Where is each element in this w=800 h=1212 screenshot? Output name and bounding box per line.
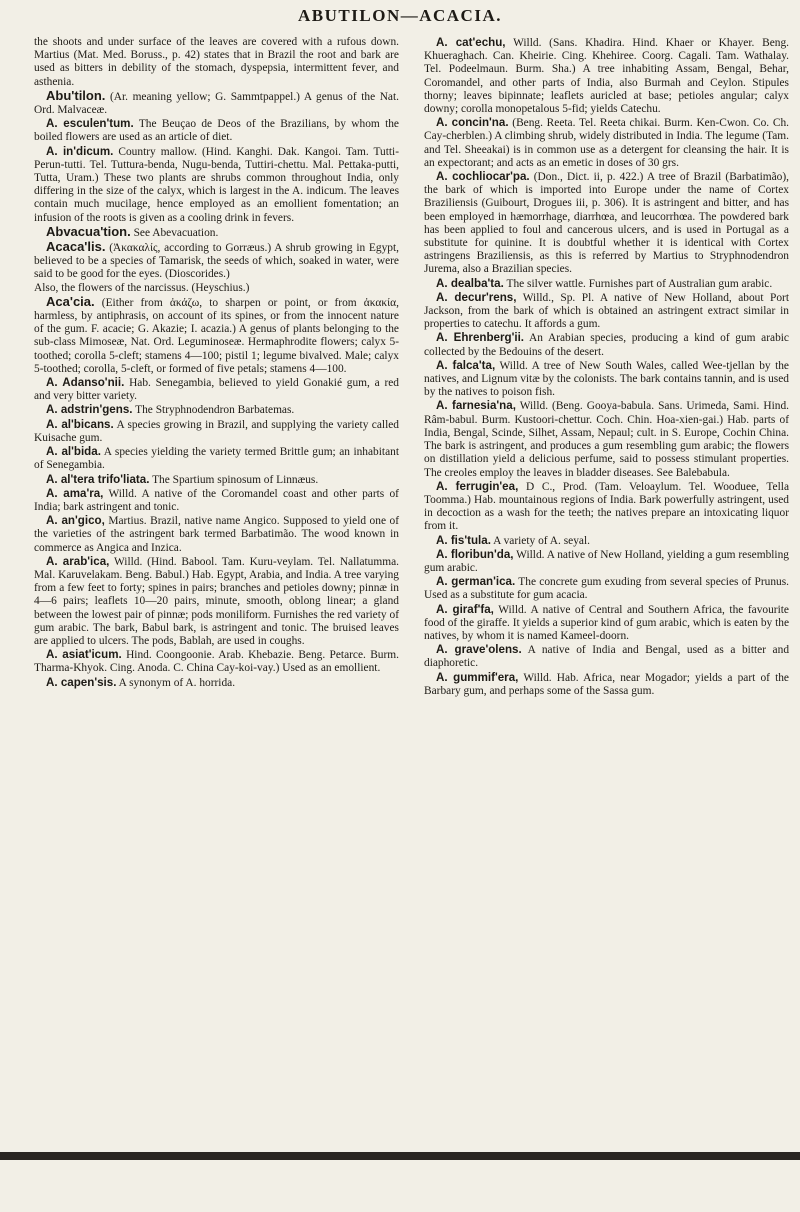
entry-text: Hind. Coongoonie. Arab. Khebazie. Beng. Petarce. Burm. Tharma-Khyok. Cing. Anoda. C. China Cay-koi-vay.) Used as an emollient. [34,649,400,675]
entry-headword: A. in'dicum. [46,144,114,158]
entry-headword: Aca'cia. [46,293,95,309]
entry-text: A variety of A. seyal. [490,534,590,547]
entry-headword: A. asiat'icum. [46,648,122,662]
entry-headword: A. arab'ica, [46,554,110,568]
dictionary-entry [424,671,789,698]
entry-headword: A. giraf'fa, [436,602,494,616]
entry-text: The concrete gum exuding from several species of Prunus. Used as a substitute for gum acacia. [424,576,789,602]
entry-text: Willd. Hab. Africa, near Mogador; yields a part of the Barbary gum, and perhaps some of the Sassa gum. [424,671,789,697]
entry-text: The Beuçao de Deos of the Brazilians, by whom the boiled flowers are used as an article of diet. [34,118,399,144]
entry-headword: A. Adanso'nii. [46,376,125,390]
entry-headword: A. ama'ra, [46,486,104,500]
entry-text: The silver wattle. Furnishes part of Australian gum arabic. [503,277,773,290]
entry-text: Willd., Sp. Pl. A native of New Holland, about Port Jackson, from the bark of which is obtained an astringent extract similar in properties to catechu. It affords a gum. [424,291,790,331]
entry-headword: A. farnesia'na, [436,399,516,413]
entry-text: Hab. Senegambia, believed to yield Gonakié gum, a red and very bitter variety. [34,377,399,403]
entry-headword: A. grave'olens. [436,643,522,657]
entry-headword: Abu'tilon. [46,87,106,103]
dictionary-entry [34,473,399,487]
dictionary-entry [34,376,399,403]
dictionary-entry [424,36,789,116]
dictionary-entry [424,575,789,602]
entry-text: Martius. Brazil, native name Angico. Supposed to yield one of the varieties of the astringent bark termed Barbatimão. The wood known in commerce as Angica and Inzica. [34,515,400,554]
dictionary-entry [34,514,399,555]
entry-text: A native of India and Bengal, used as a bitter and diaphoretic. [424,644,790,670]
entry-headword: A. dealba'ta. [436,276,504,290]
entry-headword: A. gummif'era, [436,670,519,684]
entry-text: Willd. A native of New Holland, yielding a gum resembling gum arabic. [424,548,789,574]
entry-text: Willd. (Beng. Gooya-babula. Sans. Urimeda, Sami. Hind. Râm-babul. Burm. Kustoori-chettur. Coch. Chin. Hoa-xien-gai.) Hab. parts of India, Bengal, Scinde, Silhet, Assam, Nepaul; cult. in S. Europe, Cochin China. The bark is astringent, and produces a gum resembling gum arabic; the flowers on distillation yield a delicious perfume, said to possess stimulant properties. The creoles employ the leaves in bladder diseases. See Balebabula. [424,400,789,479]
entry-text: The Stryphnodendron Barbatemas. [132,404,295,417]
entry-text: A synonym of A. horrida. [116,676,236,689]
dictionary-entry [34,555,399,648]
dictionary-entry [424,331,789,358]
dictionary-entry [34,445,399,472]
dictionary-entry [34,403,399,417]
dictionary-entry [34,487,399,514]
dictionary-entry [424,603,789,644]
entry-text: Country mallow. (Hind. Kanghi. Dak. Kangoi. Tam. Tutti-Perun-tutti. Tel. Tuttura-benda, Nugu-benda, Tuttiri-chettu. Mal. Pettaka-putti, Tutta, Uram.) These two plants are shrubs common throughout India, only differing in the size of the calyx, which is largest in the A. indicum. The leaves contain much mucilage, hence employed as an emollient fomentation; an infusion of the roots is given as a cooling drink in fevers. [34,145,399,224]
entry-text: Willd. A native of the Coromandel coast and other parts of India; bark astringent and tonic. [34,487,399,513]
entry-text: A species growing in Brazil, and supplying the variety called Kuisache gum. [34,418,399,444]
entry-headword: A. cochliocar'pa. [436,170,530,184]
entry-headword: A. al'tera trifo'liata. [46,472,150,486]
dictionary-entry [34,225,399,240]
entry-text: (Ἀκακαλίς, according to Gorræus.) A shrub growing in Egypt, believed to be a species of Tamarisk, the seeds of which, soaked in water, were said to be good for the eyes. (Dioscorides.) [34,242,399,281]
dictionary-entry [424,480,789,534]
entry-text: An Arabian species, producing a kind of gum arabic collected by the Bedouins of the desert. [424,332,789,358]
entry-text: (Ar. meaning yellow; G. Sammtpappel.) A genus of the Nat. Ord. Malvaceæ. [34,90,399,117]
entry-headword: A. esculen'tum. [46,117,134,131]
dictionary-entry [34,117,399,144]
dictionary-entry [424,534,789,548]
entry-text: Willd. (Hind. Babool. Tam. Kuru-veylam. Tel. Nallatumma. Mal. Karuvelakam. Beng. Babul.) Hab. Egypt, Arabia, and India. A tree varying from a few feet to forty; spines in pairs; branches and petioles downy; pinnæ in 4—6 pairs; leaflets 10—20 pairs, minute, smooth, oblong linear; a gland between the lowest pair of pinnæ; pods moniliform. Furnishes the red variety of gum arabic. The bark, Babul bark, is astringent and tonic. The bruised leaves are applied to ulcers. The pods, Bablah, are used in coughs. [34,555,399,647]
entry-headword: A. al'bicans. [46,417,114,431]
entry-text: (Either from ἀκάζω, to sharpen or point, or from ἀκακία, harmless, by antiphrasis, on account of its spines, or from the innocent nature of the gum. F. acacie; G. Akazie; I. acazia.) A genus of plants belonging to the sub-class Mimoseæ, Nat. Ord. Leguminoseæ. Hermaphrodite flowers; calyx 5-toothed; corolla 5-cleft; stamens 4—100; pistil 1; legume bivalved. Male; calyx 5-toothed; corolla, 5-cleft, or formed of five petals; stamens 4—100. [34,296,399,375]
dictionary-entry [424,170,789,277]
entry-headword: A. an'gico, [46,514,105,528]
entry-headword: A. german'ica. [436,575,516,589]
dictionary-entry [34,676,399,690]
entry-headword: A. capen'sis. [46,675,117,689]
entry-headword: A. Ehrenberg'ii. [436,331,525,345]
dictionary-entry [424,399,789,479]
dictionary-entry [34,36,399,89]
left-column [34,36,399,690]
entry-headword: A. decur'rens, [436,290,517,304]
entry-headword: Abvacua'tion. [46,223,131,239]
dictionary-entry [424,548,789,575]
dictionary-entry [34,295,399,376]
dictionary-entry [424,277,789,291]
entry-headword: A. falca'ta, [436,358,496,372]
dictionary-entry [34,648,399,675]
dictionary-entry [34,240,399,282]
dictionary-entry [424,359,789,400]
entry-text: Willd. A tree of New South Wales, called Wee-tjellan by the natives, and Lignum vitæ by the colonists. The bark contains tannin, and is used by the natives to poison fish. [424,359,789,399]
entry-text: See Abevacuation. [130,226,219,239]
running-head: ABUTILON—ACACIA. [298,6,502,25]
entry-text: Also, the flowers of the narcissus. (Heyschius.) [34,281,250,294]
dictionary-entry [34,89,399,117]
entry-text: The Spartium spinosum of Linnæus. [149,473,319,486]
entry-headword: A. cat'echu, [436,36,506,49]
entry-headword: A. concin'na. [436,116,509,130]
dictionary-entry [424,643,789,670]
entry-headword: A. floribun'da, [436,547,514,561]
right-column [424,36,789,698]
dictionary-entry [34,418,399,445]
entry-headword: Acaca'lis. [46,239,106,255]
entry-text: the shoots and under surface of the leaves are covered with a rufous down. Martius (Mat. Med. Boruss., p. 42) states that in Brazil the root and bark are used as bitters in debility of the stomach, dyspepsia, intermittent fever, and asthenia. [34,36,399,88]
entry-text: Willd. A native of Central and Southern Africa, the favourite food of the giraffe. It yields a superior kind of gum arabic, which is eaten by the natives, by whom it is named Kameel-doorn. [424,603,789,642]
dictionary-entry [424,116,789,170]
dictionary-entry [424,291,789,332]
entry-text: Willd. (Sans. Khadira. Hind. Khaer or Khayer. Beng. Khueraghach. Can. Kheirie. Cing. Khehiree. Coorg. Cagali. Tam. Wathalay. Tel. Podeelmaun. Burm. Sha.) A tree inhabiting Assam, Bengal, Behar, Coromandel, and other parts of India, also Burmah and Ceylon. Stipules thorny; leaves bipinnate; leaflets auricled at base; petioles angular; calyx downy; corolla monopetalous 5-fid; yields Catechu. [424,37,789,116]
entry-headword: A. fis'tula. [436,533,491,547]
bottom-rule [0,1152,800,1160]
entry-text: (Don., Dict. ii, p. 422.) A tree of Brazil (Barbatimão), the bark of which is imported into Europe under the name of Cortex Braziliensis (Guibourt, Drogues iii, p. 306). It is astringent and bitter, and has been employed in hæmorrhage, diarrhœa, and leucorrhœa. The powdered bark has been applied to foul and cancerous ulcers, and is used in Portugal as a substitute for quinine. It is doubtful whether it is identical with Cortex astringens Braziliensis, as this is referred by Martius to Stryphnodendron Jurema, also a Brazilian species. [424,171,789,276]
entry-headword: A. al'bida. [46,445,101,459]
dictionary-entry [34,145,399,225]
entry-text: A species yielding the variety termed Brittle gum; an inhabitant of Senegambia. [34,446,399,472]
entry-text: (Beng. Reeta. Tel. Reeta chikai. Burm. Ken-Cwon. Co. Ch. Cay-cherblen.) A climbing shrub, widely distributed in India. The legume (Tam. and Tel. Sheeakai) is in common use as a detergent for cleansing the hair. It is an expectorant; and acts as an emetic in doses of 30 grs. [424,117,789,169]
entry-headword: A. ferrugin'ea, [436,479,519,493]
entry-headword: A. adstrin'gens. [46,403,133,417]
entry-text: D C., Prod. (Tam. Veloaylum. Tel. Wooduee, Tella Toomma.) Hab. mountainous regions of India. Bark powerfully astringent, used in decoction as a wash for the teeth; the natives prepare an intoxicating liquor from it. [424,480,789,533]
